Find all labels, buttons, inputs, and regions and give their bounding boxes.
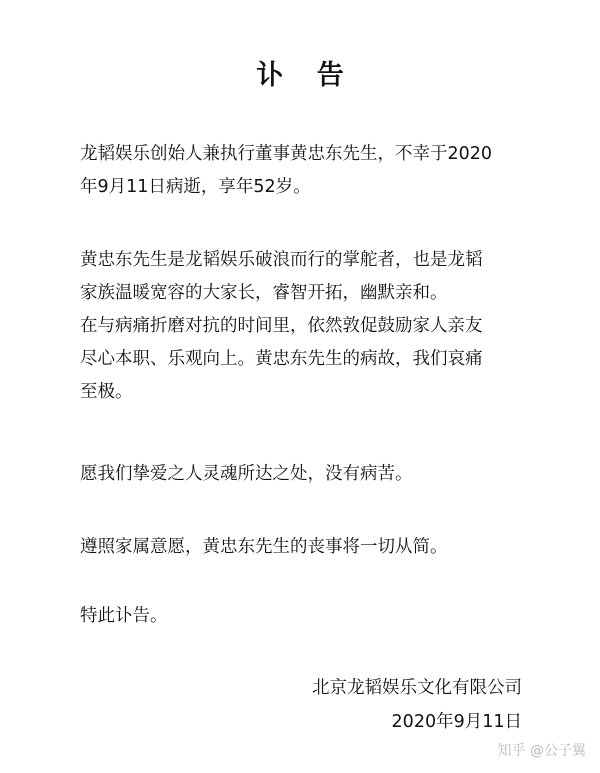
- paragraph-line: 黄忠东先生是龙韬娱乐破浪而行的掌舵者，也是龙韬: [80, 250, 483, 270]
- paragraph-announcement: [80, 138, 526, 204]
- notice-title: 讣 告: [256, 60, 356, 91]
- watermark: 知乎 @公子翼: [497, 743, 586, 759]
- paragraph-line: 愿我们挚爱之人灵魂所达之处，没有病苦。: [80, 464, 413, 484]
- paragraph-line: 家族温暖宽容的大家长，睿智开拓，幽默亲和。: [80, 283, 448, 303]
- signature-date: 2020年9月11日: [391, 712, 522, 732]
- paragraph-funeral-arrangement: [80, 531, 526, 564]
- paragraph-line: 龙韬娱乐创始人兼执行董事黄忠东先生，不幸于2020: [80, 144, 493, 164]
- paragraph-wish: [80, 458, 526, 491]
- paragraph-line: 遵照家属意愿，黄忠东先生的丧事将一切从简。: [80, 537, 448, 557]
- paragraph-line: 年9月11日病逝，享年52岁。: [80, 177, 311, 197]
- paragraph-line: 至极。: [80, 382, 133, 402]
- paragraph-closing: [80, 600, 526, 633]
- paragraph-tribute: [80, 244, 526, 409]
- signature-company: 北京龙韬娱乐文化有限公司: [312, 678, 522, 698]
- paragraph-line: 尽心本职、乐观向上。黄忠东先生的病故，我们哀痛: [80, 349, 483, 369]
- paragraph-line: 在与病痛折磨对抗的时间里，依然敦促鼓励家人亲友: [80, 316, 483, 336]
- paragraph-line: 特此讣告。: [80, 606, 168, 626]
